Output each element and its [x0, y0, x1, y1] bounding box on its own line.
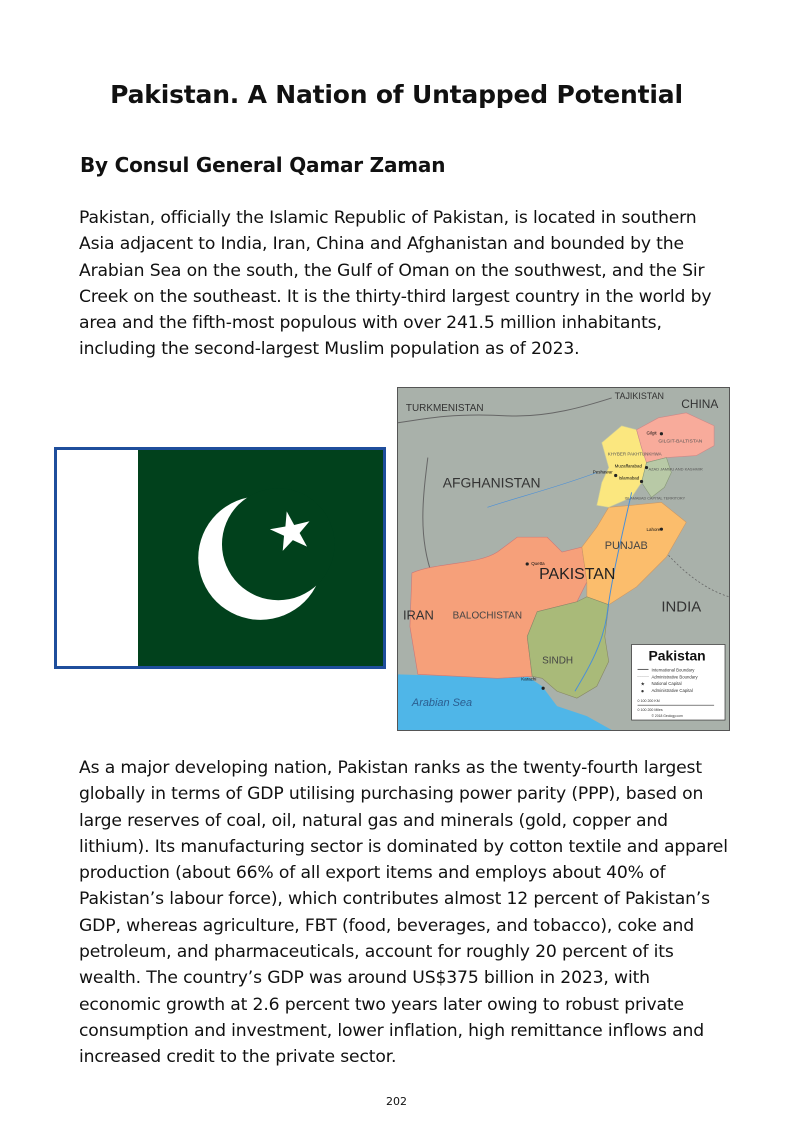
page-number: 202	[386, 1095, 407, 1108]
label-ict: ISLAMABAD CAPITAL TERRITORY	[624, 496, 686, 501]
legend-item-3: National Capital	[651, 681, 682, 687]
legend-title: Pakistan	[648, 647, 706, 664]
label-turkmenistan: TURKMENISTAN	[405, 402, 484, 414]
svg-text:★: ★	[640, 682, 646, 688]
legend-copyright: © 2018 Geology.com	[651, 714, 683, 719]
label-china: CHINA	[681, 396, 719, 411]
label-gilgit: GILGIT-BALTISTAN	[658, 439, 703, 445]
legend-scale-km: 0 100 200 KM	[637, 699, 660, 704]
label-afghanistan: AFGHANISTAN	[442, 474, 541, 491]
label-punjab: PUNJAB	[604, 540, 648, 553]
label-khyber: KHYBER PAKHTUNKHWA	[607, 451, 662, 457]
label-karachi: Karachi	[521, 676, 537, 682]
label-tajikistan: TAJIKISTAN	[614, 390, 665, 401]
legend-item-4: Administrative Capital	[651, 688, 693, 694]
label-india: INDIA	[661, 599, 702, 616]
author-byline: By Consul General Qamar Zaman	[80, 153, 446, 177]
label-pakistan: PAKISTAN	[539, 565, 616, 583]
pakistan-flag-image	[54, 447, 386, 669]
label-ajk: AZAD JAMMU AND KASHMIR	[648, 466, 703, 472]
map-legend	[632, 645, 725, 721]
legend-scale-mi: 0 100 200 Miles	[637, 708, 663, 713]
label-gilgit-city: Gilgit	[646, 430, 657, 436]
legend-item-2: Administrative Boundary	[651, 674, 698, 680]
pakistan-map-image	[397, 387, 730, 731]
page-title: Pakistan. A Nation of Untapped Potential	[110, 80, 683, 109]
label-lahore: Lahore	[646, 527, 661, 533]
label-sindh: SINDH	[542, 655, 574, 667]
label-muzaffarabad: Muzaffarabad	[614, 463, 642, 469]
label-peshawar: Peshawar	[592, 469, 613, 475]
label-arabian-sea: Arabian Sea	[411, 697, 473, 710]
label-islamabad: Islamabad	[618, 475, 640, 481]
label-balochistan: BALOCHISTAN	[452, 610, 523, 622]
economy-paragraph: As a major developing nation, Pakistan ranks as the twenty-fourth largest globally in terms of GDP utilising purchasing power parity (PPP), based on large reserves of coal, oil, natural gas and minerals (gold, copper and lithium). Its manufacturing sector is dominated by cotton textile and apparel production (about 66% of all export items and employs about 40% of Pakistan’s labour force), which contributes almost 12 percent of Pakistan’s GDP, whereas agriculture, FBT (food, beverages, and tobacco), coke and petroleum, and pharmaceuticals, account for roughly 20 percent of its wealth. The country’s GDP was around US$375 billion in 2023, with economic growth at 2.6 percent two years later owing to robust private consumption and investment, lower inflation, high remittance inflows and increased credit to the private sector.	[79, 758, 728, 1068]
intro-paragraph: Pakistan, officially the Islamic Republic of Pakistan, is located in southern Asia adjacent to India, Iran, China and Afghanistan and bounded by the Arabian Sea on the south, the Gulf of Oman on the southwest, and the Sir Creek on the southeast. It is the thirty-third largest country in the world by area and the fifth-most populous with over 241.5 million inhabitants, including the second-largest Muslim population as of 2023.	[79, 208, 712, 360]
legend-item-1: International Boundary	[651, 667, 695, 673]
label-iran: IRAN	[402, 607, 434, 623]
label-quetta: Quetta	[531, 560, 545, 566]
